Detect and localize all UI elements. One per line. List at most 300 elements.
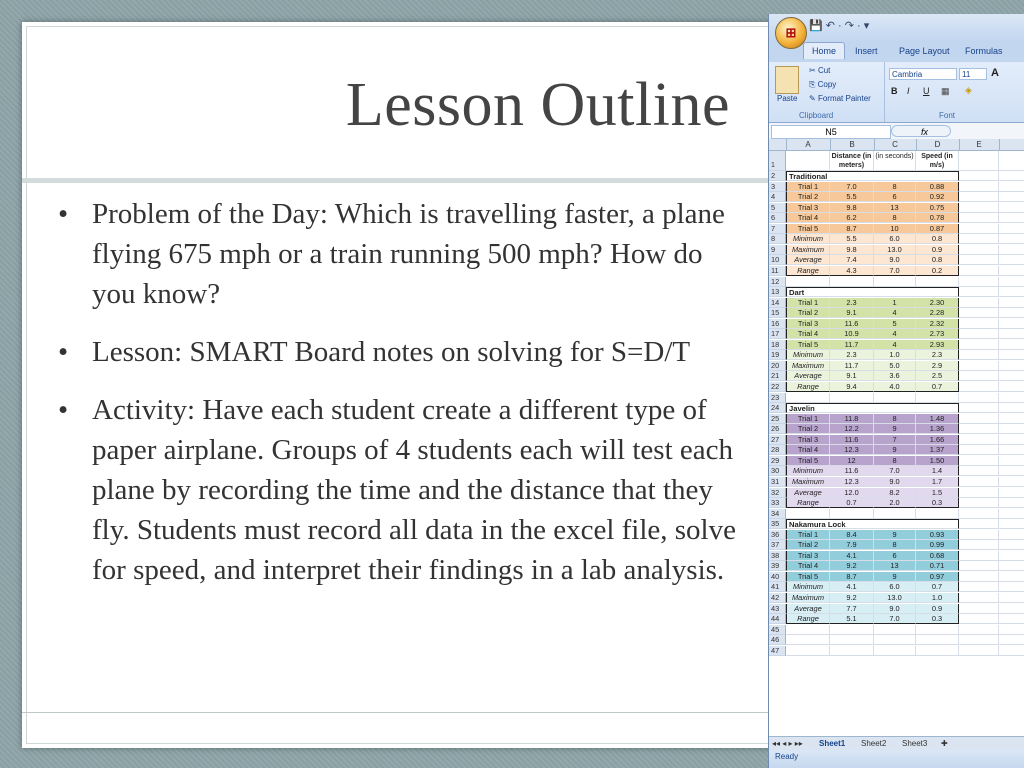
- header-distance[interactable]: Distance (in meters): [830, 151, 874, 171]
- cell[interactable]: [786, 277, 830, 287]
- distance-value[interactable]: 9.1: [830, 308, 874, 318]
- cell[interactable]: [999, 350, 1024, 360]
- trial-label[interactable]: Trial 4: [786, 561, 830, 571]
- cell[interactable]: [959, 614, 999, 624]
- cell[interactable]: [999, 540, 1024, 550]
- cell[interactable]: [786, 509, 830, 519]
- speed-value[interactable]: 2.32: [916, 319, 959, 329]
- cut-button[interactable]: ✂ Cut: [809, 66, 831, 75]
- distance-value[interactable]: 10.9: [830, 329, 874, 339]
- cell[interactable]: [999, 382, 1024, 392]
- cell[interactable]: [959, 498, 999, 508]
- tab-page-layout[interactable]: Page Layout: [899, 46, 950, 56]
- cell[interactable]: [874, 393, 916, 403]
- trial-label[interactable]: Trial 3: [786, 551, 830, 561]
- distance-value[interactable]: 2.3: [830, 298, 874, 308]
- row-number[interactable]: 41: [769, 582, 786, 592]
- row-number[interactable]: 15: [769, 308, 786, 318]
- cell[interactable]: [999, 519, 1024, 529]
- stat-speed[interactable]: 0.8: [916, 234, 959, 244]
- time-value[interactable]: 5: [874, 319, 916, 329]
- time-value[interactable]: 10: [874, 224, 916, 234]
- stat-label[interactable]: Range: [786, 498, 830, 508]
- cell[interactable]: [999, 203, 1024, 213]
- row-number[interactable]: 18: [769, 340, 786, 350]
- cell[interactable]: [999, 393, 1024, 403]
- cell[interactable]: [830, 635, 874, 645]
- row-number[interactable]: 8: [769, 234, 786, 244]
- row-number[interactable]: 36: [769, 530, 786, 540]
- row-number[interactable]: 30: [769, 466, 786, 476]
- row-number[interactable]: 3: [769, 182, 786, 192]
- cell[interactable]: [959, 488, 999, 498]
- trial-label[interactable]: Trial 1: [786, 530, 830, 540]
- row-number[interactable]: 46: [769, 635, 786, 645]
- speed-value[interactable]: 1.66: [916, 435, 959, 445]
- cell[interactable]: [786, 635, 830, 645]
- cell[interactable]: [959, 329, 999, 339]
- speed-value[interactable]: 1.37: [916, 445, 959, 455]
- time-value[interactable]: 4: [874, 308, 916, 318]
- paste-icon[interactable]: [775, 66, 799, 94]
- stat-label[interactable]: Average: [786, 371, 830, 381]
- section-title[interactable]: Dart: [786, 287, 959, 297]
- cell[interactable]: [959, 266, 999, 276]
- cell[interactable]: [830, 277, 874, 287]
- speed-value[interactable]: 2.30: [916, 298, 959, 308]
- cell[interactable]: [959, 171, 999, 181]
- sheet-nav-arrows-icon[interactable]: ◂◂ ◂ ▸ ▸▸: [772, 739, 803, 748]
- cell[interactable]: [999, 572, 1024, 582]
- stat-time[interactable]: 7.0: [874, 614, 916, 624]
- cell[interactable]: [959, 456, 999, 466]
- cell[interactable]: [999, 488, 1024, 498]
- stat-label[interactable]: Minimum: [786, 350, 830, 360]
- cell[interactable]: [999, 477, 1024, 487]
- cell[interactable]: [999, 582, 1024, 592]
- cell[interactable]: [999, 403, 1024, 413]
- sheet-tab-2[interactable]: Sheet2: [861, 739, 887, 748]
- time-value[interactable]: 4: [874, 329, 916, 339]
- time-value[interactable]: 8: [874, 414, 916, 424]
- stat-distance[interactable]: 5.5: [830, 234, 874, 244]
- row-number[interactable]: 24: [769, 403, 786, 413]
- cell[interactable]: [999, 635, 1024, 645]
- trial-label[interactable]: Trial 4: [786, 329, 830, 339]
- column-header-e[interactable]: E: [959, 139, 1000, 150]
- stat-time[interactable]: 13.0: [874, 593, 916, 603]
- row-number[interactable]: 12: [769, 277, 786, 287]
- stat-label[interactable]: Minimum: [786, 582, 830, 592]
- cell[interactable]: [999, 319, 1024, 329]
- time-value[interactable]: 9: [874, 530, 916, 540]
- cell[interactable]: [959, 298, 999, 308]
- trial-label[interactable]: Trial 5: [786, 340, 830, 350]
- cell[interactable]: [959, 519, 999, 529]
- cell[interactable]: [959, 604, 999, 614]
- speed-value[interactable]: 0.75: [916, 203, 959, 213]
- speed-value[interactable]: 0.68: [916, 551, 959, 561]
- cell[interactable]: [959, 213, 999, 223]
- cell[interactable]: [959, 646, 999, 656]
- speed-value[interactable]: 0.87: [916, 224, 959, 234]
- stat-speed[interactable]: 2.5: [916, 371, 959, 381]
- time-value[interactable]: 6: [874, 551, 916, 561]
- grow-font-icon[interactable]: A: [991, 67, 999, 79]
- stat-distance[interactable]: 9.4: [830, 382, 874, 392]
- stat-speed[interactable]: 2.3: [916, 350, 959, 360]
- header-time[interactable]: (in seconds): [874, 151, 916, 171]
- row-number[interactable]: 5: [769, 203, 786, 213]
- cell[interactable]: [916, 625, 959, 635]
- cell[interactable]: [874, 635, 916, 645]
- stat-time[interactable]: 9.0: [874, 604, 916, 614]
- row-number[interactable]: 43: [769, 604, 786, 614]
- font-size-select[interactable]: 11: [959, 68, 987, 80]
- cell[interactable]: [999, 329, 1024, 339]
- cell[interactable]: [959, 361, 999, 371]
- distance-value[interactable]: 11.6: [830, 319, 874, 329]
- speed-value[interactable]: 2.28: [916, 308, 959, 318]
- row-number[interactable]: 26: [769, 424, 786, 434]
- cell[interactable]: [999, 298, 1024, 308]
- cell[interactable]: [874, 646, 916, 656]
- cell[interactable]: [959, 593, 999, 603]
- cell[interactable]: [999, 234, 1024, 244]
- cell[interactable]: [959, 435, 999, 445]
- stat-time[interactable]: 7.0: [874, 466, 916, 476]
- cell[interactable]: [999, 424, 1024, 434]
- row-number[interactable]: 45: [769, 625, 786, 635]
- tab-home[interactable]: Home: [803, 42, 845, 59]
- stat-label[interactable]: Maximum: [786, 477, 830, 487]
- trial-label[interactable]: Trial 3: [786, 319, 830, 329]
- cell[interactable]: [959, 551, 999, 561]
- cell[interactable]: [999, 255, 1024, 265]
- speed-value[interactable]: 2.93: [916, 340, 959, 350]
- stat-time[interactable]: 8.2: [874, 488, 916, 498]
- distance-value[interactable]: 11.6: [830, 435, 874, 445]
- cell[interactable]: [999, 435, 1024, 445]
- speed-value[interactable]: 0.88: [916, 182, 959, 192]
- cell[interactable]: [999, 224, 1024, 234]
- distance-value[interactable]: 8.4: [830, 530, 874, 540]
- cell[interactable]: [959, 477, 999, 487]
- cell[interactable]: [959, 403, 999, 413]
- cell[interactable]: [959, 625, 999, 635]
- cell[interactable]: [999, 445, 1024, 455]
- distance-value[interactable]: 11.8: [830, 414, 874, 424]
- row-number[interactable]: 2: [769, 171, 786, 181]
- stat-speed[interactable]: 0.7: [916, 382, 959, 392]
- row-number[interactable]: 20: [769, 361, 786, 371]
- time-value[interactable]: 8: [874, 456, 916, 466]
- cell[interactable]: [999, 498, 1024, 508]
- stat-speed[interactable]: 0.9: [916, 604, 959, 614]
- stat-time[interactable]: 5.0: [874, 361, 916, 371]
- stat-speed[interactable]: 2.9: [916, 361, 959, 371]
- cell[interactable]: [959, 203, 999, 213]
- trial-label[interactable]: Trial 3: [786, 203, 830, 213]
- distance-value[interactable]: 7.0: [830, 182, 874, 192]
- distance-value[interactable]: 9.2: [830, 561, 874, 571]
- stat-label[interactable]: Minimum: [786, 234, 830, 244]
- speed-value[interactable]: 0.78: [916, 213, 959, 223]
- stat-time[interactable]: 9.0: [874, 477, 916, 487]
- cell[interactable]: [999, 604, 1024, 614]
- cell[interactable]: [999, 277, 1024, 287]
- fx-icon[interactable]: fx: [891, 125, 951, 137]
- sheet-tab-3[interactable]: Sheet3: [902, 739, 928, 748]
- stat-label[interactable]: Range: [786, 382, 830, 392]
- cell[interactable]: [959, 393, 999, 403]
- cell[interactable]: [999, 266, 1024, 276]
- cell[interactable]: [999, 414, 1024, 424]
- distance-value[interactable]: 5.5: [830, 192, 874, 202]
- cell[interactable]: [999, 340, 1024, 350]
- speed-value[interactable]: 1.48: [916, 414, 959, 424]
- trial-label[interactable]: Trial 1: [786, 414, 830, 424]
- cell[interactable]: [830, 646, 874, 656]
- row-number[interactable]: 29: [769, 456, 786, 466]
- cell[interactable]: [959, 182, 999, 192]
- row-number[interactable]: 44: [769, 614, 786, 624]
- cell[interactable]: [959, 340, 999, 350]
- trial-label[interactable]: Trial 2: [786, 308, 830, 318]
- stat-time[interactable]: 6.0: [874, 582, 916, 592]
- row-number[interactable]: 9: [769, 245, 786, 255]
- cell[interactable]: [959, 234, 999, 244]
- tab-insert[interactable]: Insert: [855, 46, 878, 56]
- cell[interactable]: [786, 393, 830, 403]
- row-number[interactable]: 17: [769, 329, 786, 339]
- cell[interactable]: [999, 192, 1024, 202]
- cell[interactable]: [959, 540, 999, 550]
- time-value[interactable]: 1: [874, 298, 916, 308]
- trial-label[interactable]: Trial 5: [786, 572, 830, 582]
- cell[interactable]: [830, 625, 874, 635]
- row-number[interactable]: 33: [769, 498, 786, 508]
- cell[interactable]: [999, 361, 1024, 371]
- stat-distance[interactable]: 12.3: [830, 477, 874, 487]
- time-value[interactable]: 7: [874, 435, 916, 445]
- row-number[interactable]: 38: [769, 551, 786, 561]
- stat-distance[interactable]: 7.4: [830, 255, 874, 265]
- row-number[interactable]: 40: [769, 572, 786, 582]
- row-number[interactable]: 6: [769, 213, 786, 223]
- cell[interactable]: [999, 509, 1024, 519]
- cell[interactable]: [916, 393, 959, 403]
- cell[interactable]: [916, 277, 959, 287]
- distance-value[interactable]: 12.3: [830, 445, 874, 455]
- cell[interactable]: [999, 593, 1024, 603]
- cell[interactable]: [830, 509, 874, 519]
- cell[interactable]: [959, 414, 999, 424]
- stat-distance[interactable]: 0.7: [830, 498, 874, 508]
- row-number[interactable]: 21: [769, 371, 786, 381]
- stat-time[interactable]: 9.0: [874, 255, 916, 265]
- time-value[interactable]: 8: [874, 540, 916, 550]
- column-header-c[interactable]: C: [874, 139, 917, 150]
- speed-value[interactable]: 0.71: [916, 561, 959, 571]
- stat-label[interactable]: Average: [786, 255, 830, 265]
- row-number[interactable]: 13: [769, 287, 786, 297]
- cell[interactable]: [999, 551, 1024, 561]
- stat-distance[interactable]: 4.1: [830, 582, 874, 592]
- stat-distance[interactable]: 9.1: [830, 371, 874, 381]
- stat-distance[interactable]: 12.0: [830, 488, 874, 498]
- section-title[interactable]: Traditional: [786, 171, 959, 181]
- cell[interactable]: [959, 561, 999, 571]
- italic-button[interactable]: I: [907, 86, 910, 96]
- speed-value[interactable]: 2.73: [916, 329, 959, 339]
- row-number[interactable]: 47: [769, 646, 786, 656]
- row-number[interactable]: 16: [769, 319, 786, 329]
- distance-value[interactable]: 8.7: [830, 224, 874, 234]
- cell[interactable]: [916, 635, 959, 645]
- distance-value[interactable]: 12: [830, 456, 874, 466]
- speed-value[interactable]: 1.36: [916, 424, 959, 434]
- sheet-tab-1[interactable]: Sheet1: [819, 739, 846, 748]
- cell[interactable]: [999, 371, 1024, 381]
- stat-label[interactable]: Maximum: [786, 361, 830, 371]
- stat-speed[interactable]: 1.5: [916, 488, 959, 498]
- stat-time[interactable]: 3.6: [874, 371, 916, 381]
- cell[interactable]: [959, 319, 999, 329]
- time-value[interactable]: 8: [874, 213, 916, 223]
- stat-label[interactable]: Range: [786, 614, 830, 624]
- stat-speed[interactable]: 1.7: [916, 477, 959, 487]
- distance-value[interactable]: 8.7: [830, 572, 874, 582]
- cell[interactable]: [999, 245, 1024, 255]
- stat-label[interactable]: Range: [786, 266, 830, 276]
- distance-value[interactable]: 9.8: [830, 203, 874, 213]
- stat-speed[interactable]: 1.4: [916, 466, 959, 476]
- copy-button[interactable]: ⎘ Copy: [809, 80, 837, 89]
- row-number[interactable]: 28: [769, 445, 786, 455]
- row-number[interactable]: 7: [769, 224, 786, 234]
- row-number[interactable]: 4: [769, 192, 786, 202]
- stat-speed[interactable]: 0.2: [916, 266, 959, 276]
- stat-label[interactable]: Average: [786, 488, 830, 498]
- speed-value[interactable]: 0.97: [916, 572, 959, 582]
- stat-distance[interactable]: 11.6: [830, 466, 874, 476]
- distance-value[interactable]: 6.2: [830, 213, 874, 223]
- name-box[interactable]: N5: [771, 125, 891, 139]
- cell[interactable]: [959, 635, 999, 645]
- cell[interactable]: [959, 308, 999, 318]
- header-speed[interactable]: Speed (in m/s): [916, 151, 959, 171]
- cell[interactable]: [959, 287, 999, 297]
- row-number[interactable]: 19: [769, 350, 786, 360]
- row-number[interactable]: 32: [769, 488, 786, 498]
- trial-label[interactable]: Trial 1: [786, 182, 830, 192]
- stat-speed[interactable]: 0.8: [916, 255, 959, 265]
- row-number[interactable]: 25: [769, 414, 786, 424]
- speed-value[interactable]: 0.99: [916, 540, 959, 550]
- time-value[interactable]: 13: [874, 561, 916, 571]
- stat-speed[interactable]: 0.3: [916, 614, 959, 624]
- distance-value[interactable]: 4.1: [830, 551, 874, 561]
- cell[interactable]: [959, 424, 999, 434]
- cell[interactable]: [959, 151, 999, 171]
- stat-time[interactable]: 1.0: [874, 350, 916, 360]
- cell[interactable]: [959, 572, 999, 582]
- font-name-select[interactable]: Cambria: [889, 68, 957, 80]
- row-number[interactable]: 11: [769, 266, 786, 276]
- stat-time[interactable]: 4.0: [874, 382, 916, 392]
- stat-distance[interactable]: 9.8: [830, 245, 874, 255]
- stat-time[interactable]: 13.0: [874, 245, 916, 255]
- paste-button[interactable]: Paste: [777, 94, 798, 103]
- cell[interactable]: [959, 382, 999, 392]
- trial-label[interactable]: Trial 2: [786, 540, 830, 550]
- row-number[interactable]: 10: [769, 255, 786, 265]
- cell[interactable]: [959, 509, 999, 519]
- office-button-icon[interactable]: ⊞: [775, 17, 807, 49]
- cell[interactable]: [999, 287, 1024, 297]
- row-number[interactable]: 39: [769, 561, 786, 571]
- bold-button[interactable]: B: [891, 86, 898, 96]
- cell[interactable]: [786, 151, 830, 171]
- format-painter-button[interactable]: ✎ Format Painter: [809, 94, 871, 103]
- cell[interactable]: [999, 456, 1024, 466]
- cell[interactable]: [999, 561, 1024, 571]
- time-value[interactable]: 9: [874, 424, 916, 434]
- quick-access-toolbar[interactable]: 💾 ↶ · ↷ · ▾: [809, 20, 870, 32]
- cell[interactable]: [786, 625, 830, 635]
- trial-label[interactable]: Trial 1: [786, 298, 830, 308]
- row-number[interactable]: 22: [769, 382, 786, 392]
- border-icon[interactable]: ▦: [941, 86, 950, 96]
- cell[interactable]: [959, 582, 999, 592]
- row-number[interactable]: 14: [769, 298, 786, 308]
- stat-distance[interactable]: 5.1: [830, 614, 874, 624]
- distance-value[interactable]: 11.7: [830, 340, 874, 350]
- distance-value[interactable]: 7.9: [830, 540, 874, 550]
- stat-time[interactable]: 7.0: [874, 266, 916, 276]
- row-number[interactable]: 37: [769, 540, 786, 550]
- stat-speed[interactable]: 1.0: [916, 593, 959, 603]
- cell[interactable]: [959, 224, 999, 234]
- row-number[interactable]: 42: [769, 593, 786, 603]
- cell[interactable]: [959, 255, 999, 265]
- cell[interactable]: [959, 371, 999, 381]
- section-title[interactable]: Nakamura Lock: [786, 519, 959, 529]
- cell[interactable]: [999, 213, 1024, 223]
- stat-label[interactable]: Maximum: [786, 245, 830, 255]
- row-number[interactable]: 27: [769, 435, 786, 445]
- distance-value[interactable]: 12.2: [830, 424, 874, 434]
- trial-label[interactable]: Trial 4: [786, 213, 830, 223]
- speed-value[interactable]: 0.92: [916, 192, 959, 202]
- stat-time[interactable]: 6.0: [874, 234, 916, 244]
- cell[interactable]: [999, 182, 1024, 192]
- cell[interactable]: [830, 393, 874, 403]
- stat-distance[interactable]: 11.7: [830, 361, 874, 371]
- new-sheet-icon[interactable]: ✚: [941, 739, 948, 748]
- time-value[interactable]: 9: [874, 445, 916, 455]
- cell[interactable]: [959, 350, 999, 360]
- row-number[interactable]: 1: [769, 151, 786, 171]
- trial-label[interactable]: Trial 2: [786, 192, 830, 202]
- trial-label[interactable]: Trial 5: [786, 224, 830, 234]
- cell[interactable]: [959, 277, 999, 287]
- time-value[interactable]: 6: [874, 192, 916, 202]
- cell[interactable]: [959, 192, 999, 202]
- trial-label[interactable]: Trial 4: [786, 445, 830, 455]
- stat-label[interactable]: Average: [786, 604, 830, 614]
